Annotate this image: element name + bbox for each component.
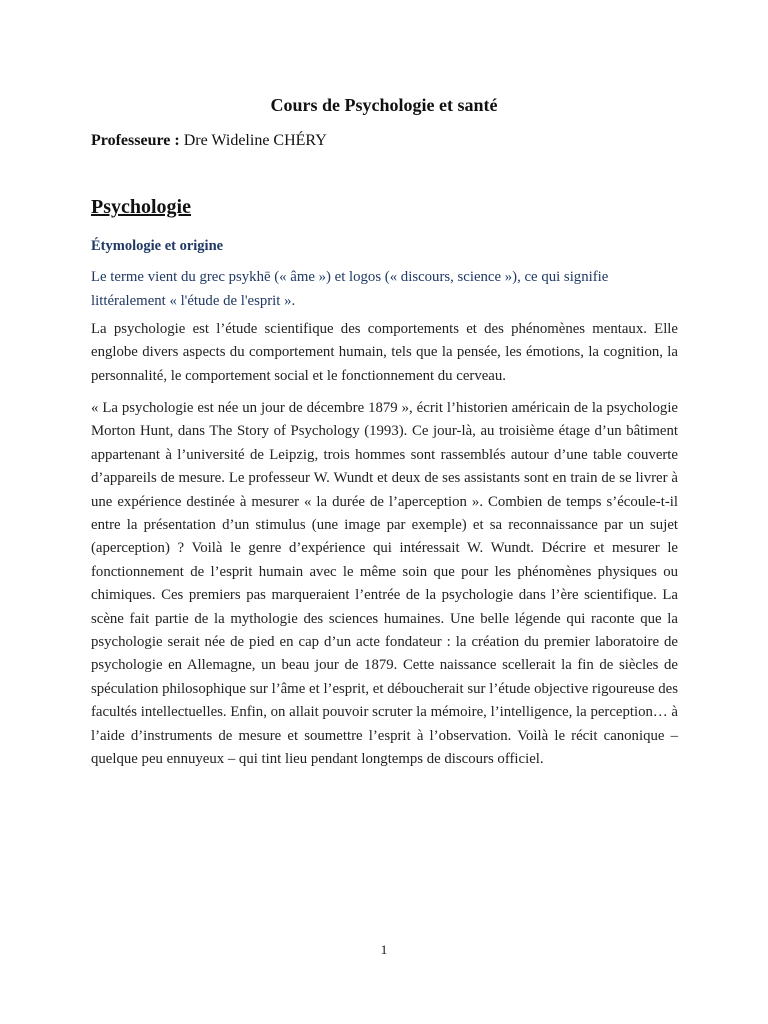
definition-paragraph: La psychologie est l’étude scientifique des comportements et des phénomènes mentaux. Elle englobe divers aspects du comportement humain, tels que la pensée, les émotions, la cognition, la personnalité, le comportement social et le fonctionnement du cerveau.: [91, 321, 678, 384]
professor-name: Dre Wideline CHÉRY: [183, 132, 327, 149]
document-title: Cours de Psychologie et santé: [270, 95, 498, 115]
professor-line: [91, 130, 327, 152]
etymology-heading: Étymologie et origine: [91, 238, 224, 254]
section-heading: Psychologie: [91, 196, 191, 218]
history-paragraph: « La psychologie est née un jour de décembre 1879 », écrit l’historien américain de la psychologie Morton Hunt, dans The Story of Psychology (1993). Ce jour-là, au troisième étage d’un bâtiment appartenant à l’université de Leipzig, trois hommes sont rassemblés autour d’une table couverte d’appareils de mesure. Le professeur W. Wundt et deux de ses assistants sont en train de se livrer à une expérience destinée à mesurer « la durée de l’aperception ». Combien de temps s’écoule-t-il entre la présentation d’un stimulus (une image par exemple) et sa reconnaissance par un sujet (aperception) ? Voilà le genre d’expérience qui intéressait W. Wundt. Décrire et mesurer le fonctionnement de l’esprit humain avec le même soin que pour les phénomènes physiques ou chimiques. Ces premiers pas marqueraient l’entrée de la psychologie dans l’ère scientifique. La scène fait partie de la mythologie des sciences humaines. Une belle légende qui raconte que la psychologie serait née de pied en cap d’un acte fondateur : la création du premier laboratoire de psychologie en Allemagne, un beau jour de 1879. Cette naissance scellerait la fin de siècles de spéculation philosophique sur l’âme et l’esprit, et déboucherait sur l’étude objective rigoureuse des facultés intellectuelles. Enfin, on allait pouvoir scruter la mémoire, l’intelligence, la perception… à l’aide d’instruments de mesure et soumettre l’esprit à l’observation. Voilà le récit canonique – quelque peu ennuyeux – qui tint lieu pendant longtemps de discours officiel.: [91, 400, 678, 768]
professor-label: Professeure :: [91, 132, 180, 149]
etymology-paragraph: Le terme vient du grec psykhē (« âme ») et logos (« discours, science »), ce qui signifie littéralement « l'étude de l'esprit ».: [91, 269, 609, 309]
page-number: 1: [380, 942, 388, 957]
